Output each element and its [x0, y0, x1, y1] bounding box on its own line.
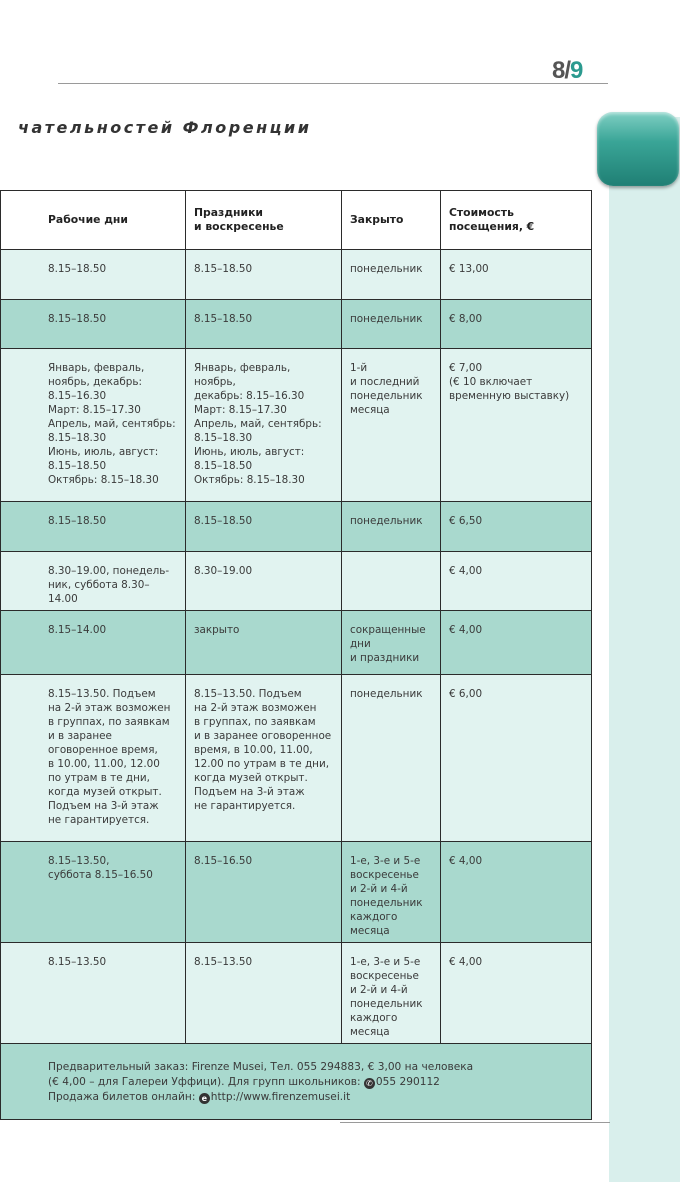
col-header-weekdays: Рабочие дни	[1, 191, 186, 250]
cell-price: € 13,00	[441, 250, 592, 300]
cell-closed: 1-е, 3-е и 5-е воскресенье и 2-й и 4-й понедельник каждого месяца	[342, 943, 441, 1044]
top-rule	[58, 83, 608, 84]
phone-icon: ✆	[364, 1078, 375, 1089]
booking-note	[1, 1044, 592, 1120]
cell-weekdays: 8.15–13.50. Подъем на 2-й этаж возможен в группах, по заявкам и в заранее оговоренное время, в 10.00, 11.00, 12.00 по утрам в те дни, когда музей открыт. Подъем на 3-й этаж не гарантируется.	[1, 675, 186, 842]
cell-closed: понедельник	[342, 502, 441, 552]
bottom-rule	[340, 1122, 610, 1123]
side-tab[interactable]	[597, 112, 679, 186]
cell-closed: 1-й и последний понедельник месяца	[342, 349, 441, 502]
cell-weekdays: 8.15–18.50	[1, 300, 186, 349]
cell-holidays: Январь, февраль, ноябрь, декабрь: 8.15–16.30 Март: 8.15–17.30 Апрель, май, сентябрь: 8.15–18.30 Июнь, июль, август: 8.15–18.50 Октябрь: 8.15–18.30	[186, 349, 342, 502]
cell-holidays: 8.15–18.50	[186, 250, 342, 300]
table-row	[1, 611, 592, 675]
booking-note-line2	[48, 1075, 585, 1090]
page-separator: /	[564, 57, 571, 84]
cell-holidays: 8.15–16.50	[186, 842, 342, 943]
booking-note-line3	[48, 1090, 585, 1105]
museum-hours-table	[0, 190, 592, 1120]
table-row	[1, 502, 592, 552]
cell-closed	[342, 552, 441, 611]
cell-closed: понедельник	[342, 300, 441, 349]
cell-holidays: 8.30–19.00	[186, 552, 342, 611]
cell-price: € 4,00	[441, 552, 592, 611]
side-strip	[609, 117, 680, 1182]
col-header-holidays: Праздники и воскресенье	[186, 191, 342, 250]
cell-price: € 6,00	[441, 675, 592, 842]
cell-holidays: 8.15–18.50	[186, 300, 342, 349]
table-row	[1, 349, 592, 502]
cell-closed: сокращенные дни и праздники	[342, 611, 441, 675]
cell-closed: понедельник	[342, 250, 441, 300]
table-row	[1, 250, 592, 300]
cell-holidays: 8.15–13.50. Подъем на 2-й этаж возможен в группах, по заявкам и в заранее оговоренное время, в 10.00, 11.00, 12.00 по утрам в те дни, когда музей открыт. Подъем на 3-й этаж не гарантируется.	[186, 675, 342, 842]
total-pages: 9	[570, 57, 583, 84]
website-link[interactable]: http://www.firenzemusei.it	[210, 1091, 351, 1103]
cell-closed: 1-е, 3-е и 5-е воскресенье и 2-й и 4-й понедельник каждого месяца	[342, 842, 441, 943]
table-header-row	[1, 191, 592, 250]
cell-weekdays: 8.15–14.00	[1, 611, 186, 675]
table-row	[1, 675, 592, 842]
table-row	[1, 552, 592, 611]
cell-price: € 6,50	[441, 502, 592, 552]
cell-weekdays: 8.15–18.50	[1, 250, 186, 300]
cell-weekdays: 8.15–13.50	[1, 943, 186, 1044]
col-header-closed: Закрыто	[342, 191, 441, 250]
table-row	[1, 842, 592, 943]
cell-price: € 8,00	[441, 300, 592, 349]
online-sales-label: Продажа билетов онлайн:	[48, 1091, 196, 1103]
cell-weekdays: 8.15–13.50, суббота 8.15–16.50	[1, 842, 186, 943]
booking-note-line1: Предварительный заказ: Firenze Musei, Тел. 055 294883, € 3,00 на человека	[48, 1061, 474, 1073]
cell-price: € 7,00 (€ 10 включает временную выставку)	[441, 349, 592, 502]
cell-price: € 4,00	[441, 611, 592, 675]
cell-weekdays: 8.15–18.50	[1, 502, 186, 552]
cell-weekdays: Январь, февраль, ноябрь, декабрь: 8.15–16.30 Март: 8.15–17.30 Апрель, май, сентябрь: 8.15–18.30 Июнь, июль, август: 8.15–18.50 Октябрь: 8.15–18.30	[1, 349, 186, 502]
booking-note-row	[1, 1044, 592, 1120]
table-row	[1, 300, 592, 349]
cell-closed: понедельник	[342, 675, 441, 842]
cell-price: € 4,00	[441, 943, 592, 1044]
booking-note-school-label: (€ 4,00 – для Галереи Уффици). Для групп школьников:	[48, 1076, 361, 1088]
col-header-price: Стоимость посещения, €	[441, 191, 592, 250]
cell-holidays: 8.15–13.50	[186, 943, 342, 1044]
cell-holidays: 8.15–18.50	[186, 502, 342, 552]
school-phone: 055 290112	[375, 1076, 440, 1088]
table-row	[1, 943, 592, 1044]
cell-holidays: закрыто	[186, 611, 342, 675]
current-page: 8	[552, 57, 565, 84]
web-icon: e	[199, 1093, 210, 1104]
page-number	[552, 57, 582, 85]
cell-weekdays: 8.30–19.00, понедель- ник, суббота 8.30–14.00	[1, 552, 186, 611]
cell-price: € 4,00	[441, 842, 592, 943]
section-title: чательностей Флоренции	[18, 118, 312, 137]
